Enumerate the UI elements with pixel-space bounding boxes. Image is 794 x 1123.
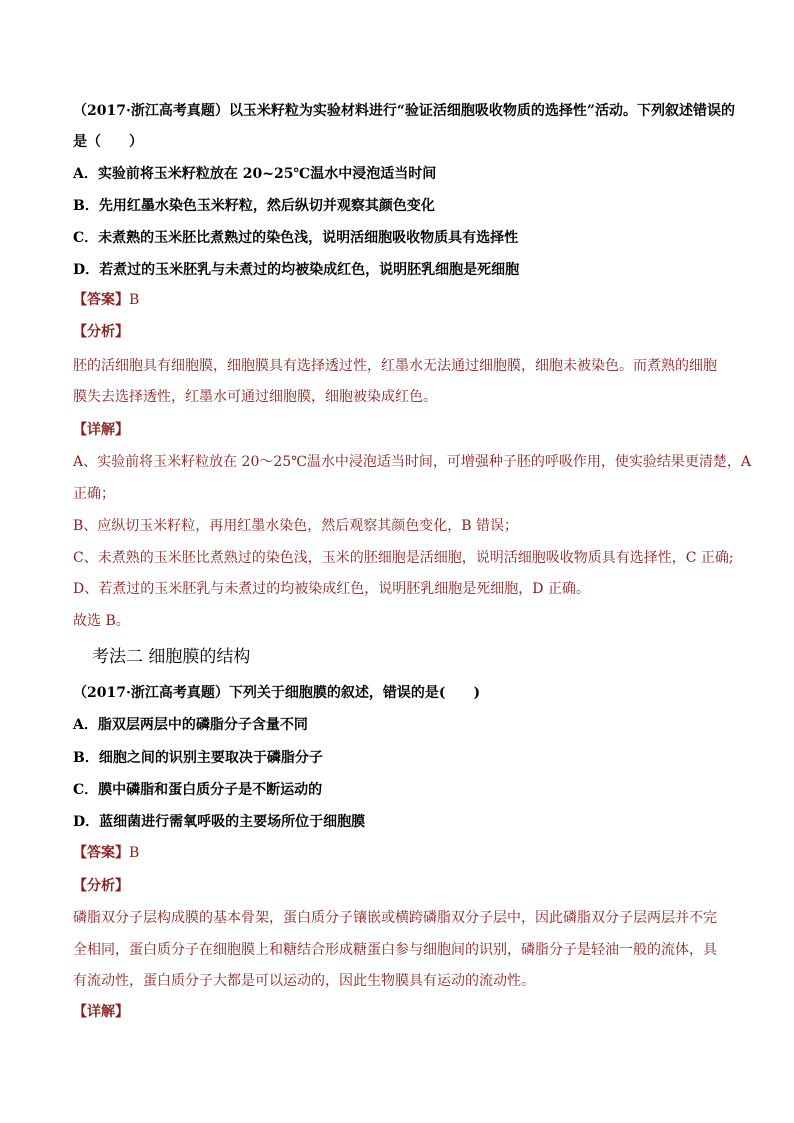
q2-analysis-tag: 【分析】 (73, 878, 129, 894)
q2-detail-tag: 【详解】 (73, 1004, 129, 1020)
answer-tag: 【答案】 (73, 292, 129, 308)
answer-tag: 【答案】 (73, 845, 129, 861)
q2-answer (73, 843, 139, 863)
answer-value: B (129, 292, 140, 308)
q1-detail-line4: C、未煮熟的玉米胚比煮熟过的染色浅，玉米的胚细胞是活细胞，说明活细胞吸收物质具有选择性，C 正确; (73, 550, 734, 566)
q1-analysis-line1: 胚的活细胞具有细胞膜，细胞膜具有选择透过性，红墨水无法通过细胞膜，细胞未被染色。而煮熟的细胞 (73, 358, 717, 374)
answer-value: B (129, 845, 140, 861)
section-heading: 考法二 细胞膜的结构 (92, 647, 251, 667)
q1-option-c: C．未煮熟的玉米胚比煮熟过的染色浅，说明活细胞吸收物质具有选择性 (73, 230, 519, 246)
q1-option-d: D．若煮过的玉米胚乳与未煮过的均被染成红色，说明胚乳细胞是死细胞 (73, 262, 520, 278)
q2-analysis-line1: 磷脂双分子层构成膜的基本骨架，蛋白质分子镶嵌或横跨磷脂双分子层中，因此磷脂双分子层两层并不完 (73, 910, 717, 926)
q1-option-b: B．先用红墨水染色玉米籽粒，然后纵切并观察其颜色变化 (73, 198, 435, 214)
q2-stem: （2017·浙江高考真题）下列关于细胞膜的叙述，错误的是( ) (73, 685, 481, 701)
q2-analysis-line2: 全相同，蛋白质分子在细胞膜上和糖结合形成糖蛋白参与细胞间的识别，磷脂分子是轻油一般的流体，具 (73, 942, 717, 958)
q2-option-d: D．蓝细菌进行需氧呼吸的主要场所位于细胞膜 (73, 814, 366, 830)
q2-option-b: B．细胞之间的识别主要取决于磷脂分子 (73, 750, 323, 766)
q2-option-c: C．膜中磷脂和蛋白质分子是不断运动的 (73, 782, 323, 798)
q1-option-a: A．实验前将玉米籽粒放在 20~25℃温水中浸泡适当时间 (73, 166, 437, 182)
q2-analysis-line3: 有流动性，蛋白质分子大都是可以运动的，因此生物膜具有运动的流动性。 (73, 973, 535, 989)
q2-option-a: A．脂双层两层中的磷脂分子含量不同 (73, 717, 308, 733)
q1-analysis-tag: 【分析】 (73, 324, 129, 340)
q1-detail-line2: 正确； (73, 486, 115, 502)
q1-detail-line3: B、应纵切玉米籽粒，再用红墨水染色，然后观察其颜色变化，B 错误； (73, 518, 519, 534)
q1-stem-line2: 是（ ） (73, 134, 143, 150)
q1-stem-line1: （2017·浙江高考真题）以玉米籽粒为实验材料进行“验证活细胞吸收物质的选择性”活动。下列叙述错误的 (73, 103, 735, 119)
q1-answer (73, 290, 139, 310)
q1-detail-line5: D、若煮过的玉米胚乳与未煮过的均被染成红色，说明胚乳细胞是死细胞，D 正确。 (73, 581, 590, 597)
q1-detail-tag: 【详解】 (73, 422, 129, 438)
q1-analysis-line2: 膜失去选择透性，红墨水可通过细胞膜，细胞被染成红色。 (73, 389, 437, 405)
q1-detail-line1: A、实验前将玉米籽粒放在 20～25℃温水中浸泡适当时间，可增强种子胚的呼吸作用，使实验结果更清楚，A (73, 454, 751, 470)
q1-detail-line6: 故选 B。 (73, 613, 130, 629)
